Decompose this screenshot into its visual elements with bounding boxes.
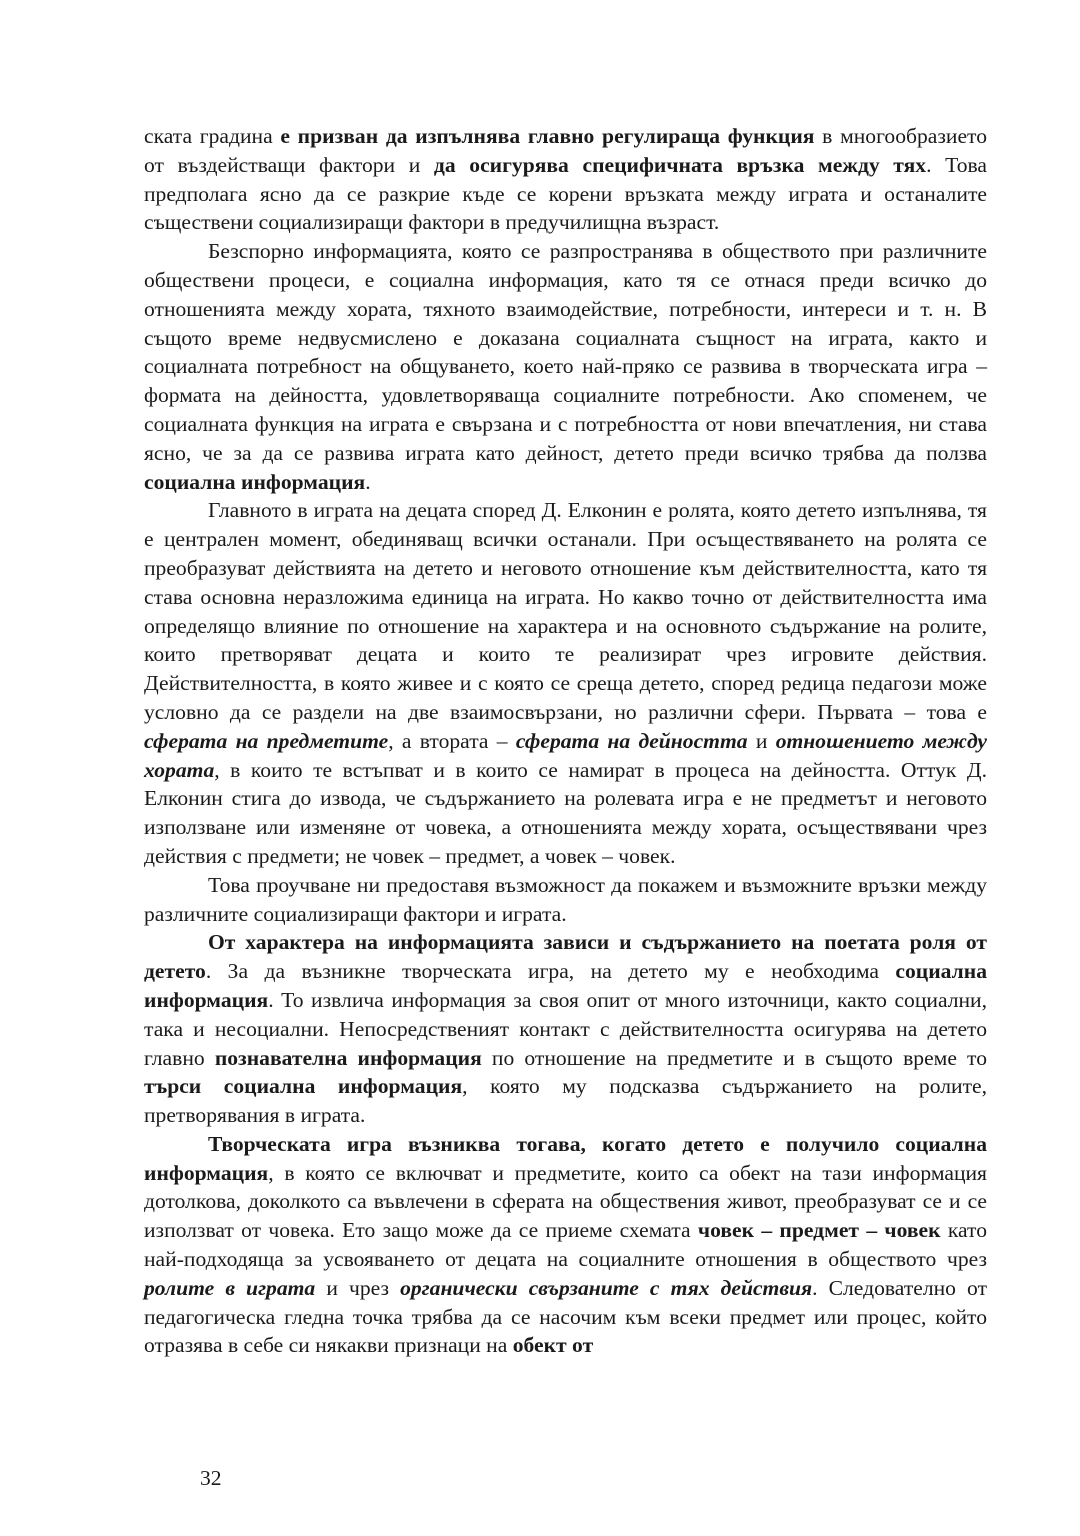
text-run: , в които те встъпват и в които се намират в процеса на дейността. Оттук Д. Елконин стига до извода, че съдържанието на ролевата игра е не предметът и неговото използване или изменяне от човека, а отношенията между хората, осъществявани чрез действия с предмети; не човек – предмет, а човек – човек. <box>144 757 987 868</box>
text-run: и чрез <box>315 1275 401 1300</box>
text-run: в многообразието от въздействащи фактори и <box>144 124 987 177</box>
text-run: , а втората – <box>388 728 516 753</box>
text-run: Главното в играта на децата според Д. Елконин е ролята, която детето изпълнява, тя е централен момент, обединяващ всички останали. При осъществяването на ролята се преобразуват действията на детето и неговото отношение към действителността, като тя става основна неразложима единица на играта. Но какво точно от действителността има определящо влияние по отношение на характера и на основното съдържание на ролите, които претворяват децата и които те реализират чрез игровите действия. Действителността, в която живее и с която се среща детето, според редица педагози може условно да се раздели на две взаимосвързани, но различни сфери. Първата – това е <box>144 498 987 724</box>
paragraph-2 <box>144 237 987 496</box>
paragraph-6 <box>144 1130 987 1360</box>
paragraph-5 <box>144 928 987 1130</box>
text-run: Безспорно информацията, която се разпространява в обществото при различните обществени процеси, е социална информация, като тя се отнася преди всичко до отношенията между хората, тяхното взаимодействие, потребности, интереси и т. н. В същото време недвусмислено е доказана социалната същност на играта, както и социалната потребност на общуването, което най-пряко се развива в творческата игра – формата на дейността, удовлетворяваща социалните потребности. Ако споменем, че социалната функция на играта е свързана и с потребността от нови впечатления, ни става ясно, че за да се развива играта като дейност, детето преди всичко трябва да ползва <box>144 239 987 465</box>
page-number: 32 <box>200 1466 222 1490</box>
text-run: и <box>747 728 776 753</box>
emphasis-bold-italic: ролите в играта <box>144 1275 316 1300</box>
emphasis-bold: търси социална информация <box>144 1074 463 1099</box>
paragraph-4 <box>144 871 987 929</box>
emphasis-bold: социална информация <box>144 959 987 1012</box>
emphasis-bold: социална информация <box>144 469 366 494</box>
emphasis-bold: обект от <box>512 1333 594 1358</box>
text-run: . То извлича информация за своя опит от много източници, както социални, така и несоциални. Непосредственият контакт с действителността осигурява на детето главно <box>144 987 987 1070</box>
emphasis-bold-italic: сферата на предметите <box>144 728 389 753</box>
paragraph-1 <box>144 122 987 237</box>
emphasis-bold: да осигурява специфичната връзка между тях <box>433 152 927 177</box>
paragraph-3 <box>144 496 987 870</box>
emphasis-bold: познавателна информация <box>214 1045 482 1070</box>
text-run: като най-подходяща за усвояването от децата на социалните отношения в обществото чрез <box>144 1218 988 1272</box>
text-run: . Това предполага ясно да се разкрие къде се корени връзката между играта и останалите съществени социализиращи фактори в предучилищна възраст. <box>144 152 987 235</box>
body-text <box>144 122 987 1360</box>
emphasis-bold: е призван да изпълнява главно регулираща функция <box>280 124 815 148</box>
text-run: по отношение на предметите и в същото време то <box>481 1045 987 1070</box>
emphasis-bold: От характера на информацията зависи и съдържанието на поетата роля от детето <box>144 930 987 984</box>
text-run: , която му подсказва съдържанието на ролите, претворявания в играта. <box>144 1074 987 1128</box>
text-run: . За да възникне творческата игра, на детето му е необходима <box>205 959 896 984</box>
emphasis-bold-italic: сферата на дейността <box>515 728 748 753</box>
text-run: , в която се включват и предметите, които са обект на тази информация дотолкова, доколкото са въвлечени в сферата на обществения живот, преобразуват се и се използват от човека. Ето защо може да се приеме схемата <box>144 1160 987 1243</box>
emphasis-bold-italic: отношението между хората <box>144 728 987 782</box>
text-run: ската градина <box>144 124 281 148</box>
emphasis-bold: Творческата игра възниква тогава, когато детето е получило социална информация <box>144 1131 987 1185</box>
text-run: Това проучване ни предоставя възможност да покажем и възможните връзки между различните социализиращи фактори и играта. <box>144 872 987 926</box>
emphasis-bold: човек – предмет – човек <box>697 1218 941 1243</box>
text-run: . Следователно от педагогическа гледна точка трябва да се насочим към всеки предмет или процес, който отразява в себе си някакви признаци на <box>144 1275 988 1358</box>
emphasis-bold-italic: органически свързаните с тях действия <box>400 1275 813 1300</box>
text-run: . <box>365 469 371 494</box>
